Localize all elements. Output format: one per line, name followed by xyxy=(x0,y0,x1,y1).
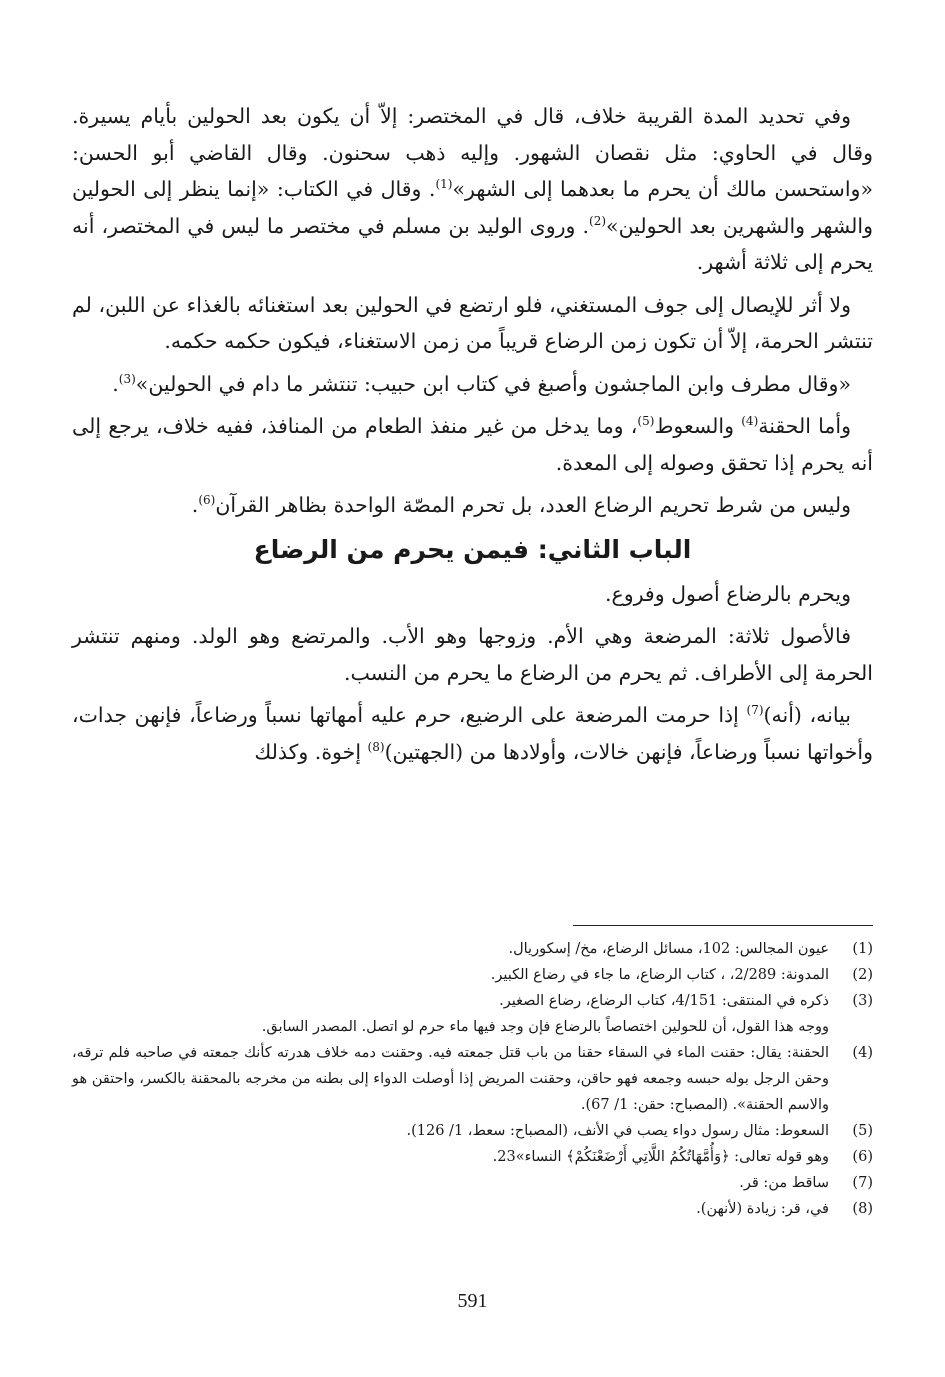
paragraph-1-text: وفي تحديد المدة القريبة خلاف، قال في المختصر: إلاّ أن يكون بعد الحولين بأيام يسيرة. وقال في الحاوي: مثل نقصان الشهور. وإليه ذهب سحنون. وقال القاضي أبو الحسن: «واستحسن مالك أن يحرم ما بعدهما إلى الشهر» xyxy=(72,104,873,201)
footnote-text: ساقط من: قر. xyxy=(739,1175,829,1191)
footnote-4 xyxy=(72,1040,873,1118)
paragraph-5-text: وليس من شرط تحريم الرضاع العدد، بل تحرم المصّة الواحدة بظاهر القرآن xyxy=(215,493,851,517)
paragraph-1-text-c: . وروى الوليد بن مسلم في مختصر ما ليس في المختصر، أنه يحرم إلى ثلاثة أشهر. xyxy=(72,213,873,274)
footnote-ref-5[interactable]: (5) xyxy=(637,414,655,429)
footnote-text: الحقنة: يقال: حقنت الماء في السقاء حقنا من باب قتل جمعته فيه. وحقنت دمه خلاف هدرته كأنك جمعته في صاحبه فلم ترقه، وحقن الرجل بوله حبسه وجمعه فهو حاقن، وحقنت المريض إذا أوصلت الدواء إلى بطنه من مخرجه بالمحقنة بالكسر، واحتقن هو والاسم الحقنة». (المصباح: حقن: 1/ 67). xyxy=(72,1045,829,1113)
chapter-heading: الباب الثاني: فيمن يحرم من الرضاع xyxy=(253,534,692,564)
paragraph-2: ولا أثر للإيصال إلى جوف المستغني، فلو ارتضع في الحولين بعد استغنائه بالغذاء عن اللبن، لم تنتشر الحرمة، إلاّ أن تكون زمن الرضاع قريباً من زمن الاستغناء، فيكون حكمه حكمه. xyxy=(72,292,873,353)
footnote-5 xyxy=(72,1118,873,1144)
footnote-divider xyxy=(573,925,873,926)
paragraph-4-text-a: وأما الحقنة xyxy=(758,414,852,438)
footnote-7 xyxy=(72,1170,873,1196)
footnote-ref-1[interactable]: (1) xyxy=(435,177,453,192)
main-text xyxy=(72,98,873,776)
footnote-number: (7) xyxy=(852,1175,873,1191)
paragraph-1-text-b: . وقال في الكتاب: «إنما ينظر إلى الحولين والشهر والشهرين بعد الحولين» xyxy=(72,177,873,238)
footnote-8 xyxy=(72,1196,873,1222)
paragraph-5-end: . xyxy=(191,493,199,517)
footnote-text: ذكره في المنتقى: 4/151، كتاب الرضاع، رضاع الصغير. xyxy=(499,993,829,1009)
paragraph-6: ويحرم بالرضاع أصول وفروع. xyxy=(604,581,851,606)
footnote-number: (6) xyxy=(852,1149,873,1165)
paragraph-4-text-c: ، وما يدخل من غير منفذ الطعام من المنافذ، ففيه خلاف، يرجع إلى أنه يحرم إذا تحقق وصوله إلى المعدة. xyxy=(72,414,873,475)
footnote-ref-2[interactable]: (2) xyxy=(589,213,607,228)
footnote-6 xyxy=(72,1144,873,1170)
footnote-text: المدونة: 2/289، ، كتاب الرضاع، ما جاء في رضاع الكبير. xyxy=(490,967,829,983)
footnote-ref-4[interactable]: (4) xyxy=(741,414,759,429)
footnote-body xyxy=(72,988,829,1040)
footnote-text: عيون المجالس: 102، مسائل الرضاع، مخ/ إسكوريال. xyxy=(508,941,829,957)
footnote-2 xyxy=(72,962,873,988)
footnote-text: السعوط: مثال رسول دواء يصب في الأنف، (المصباح: سعط، 1/ 126). xyxy=(406,1123,829,1139)
footnote-number: (5) xyxy=(852,1123,873,1139)
paragraph-8-text-b: إذا حرمت المرضعة على الرضيع، حرم عليه أمهاتها نسباً ورضاعاً، فإنهن جدات، وأخواتها نسباً ورضاعاً، فإنهن خالات، وأولادها من (الجهتين) xyxy=(72,703,873,764)
paragraph-4-text-b: والسعوط xyxy=(654,414,742,438)
paragraph-3 xyxy=(72,366,873,403)
footnote-ref-3[interactable]: (3) xyxy=(118,371,136,386)
page-number: 591 xyxy=(457,1290,488,1312)
paragraph-8 xyxy=(72,697,873,770)
paragraph-3-end: . xyxy=(112,371,119,396)
footnote-3 xyxy=(72,988,873,1040)
footnote-subtext: ووجه هذا القول، أن للحولين اختصاصاً بالرضاع فإن وجد فيها ماء حرم لو اتصل. المصدر السابق. xyxy=(261,1019,829,1035)
paragraph-3-text: «وقال مطرف وابن الماجشون وأصبغ في كتاب ابن حبيب: تنتشر ما دام في الحولين» xyxy=(135,371,851,396)
paragraph-4 xyxy=(72,408,873,481)
footnotes xyxy=(72,936,873,1222)
paragraph-8-text-a: بيانه، (أنه) xyxy=(763,703,851,727)
footnote-ref-8[interactable]: (8) xyxy=(367,739,385,754)
footnote-text: في، قر: زيادة (لأنهن). xyxy=(696,1201,829,1217)
footnote-number: (1) xyxy=(852,941,873,957)
paragraph-1 xyxy=(72,98,873,281)
footnote-number: (2) xyxy=(852,967,873,983)
footnote-1 xyxy=(72,936,873,962)
footnote-number: (3) xyxy=(852,993,873,1009)
paragraph-7: فالأصول ثلاثة: المرضعة وهي الأم. وزوجها وهو الأب. والمرتضع وهو الولد. ومنهم تنتشر الحرمة إلى الأطراف. ثم يحرم من الرضاع ما يحرم من النسب. xyxy=(72,624,873,685)
footnote-number: (4) xyxy=(852,1045,873,1061)
paragraph-5 xyxy=(72,487,873,524)
footnote-number: (8) xyxy=(852,1201,873,1217)
footnote-ref-7[interactable]: (7) xyxy=(746,703,764,718)
footnote-ref-6[interactable]: (6) xyxy=(198,493,216,508)
footnote-text: وهو قوله تعالى: ﴿وَأُمَّهَاتُكُمُ اللَّاتِي أَرْضَعْنَكُمْ﴾ النساء»23. xyxy=(492,1149,829,1165)
paragraph-8-text-c: إخوة. وكذلك xyxy=(254,739,368,764)
